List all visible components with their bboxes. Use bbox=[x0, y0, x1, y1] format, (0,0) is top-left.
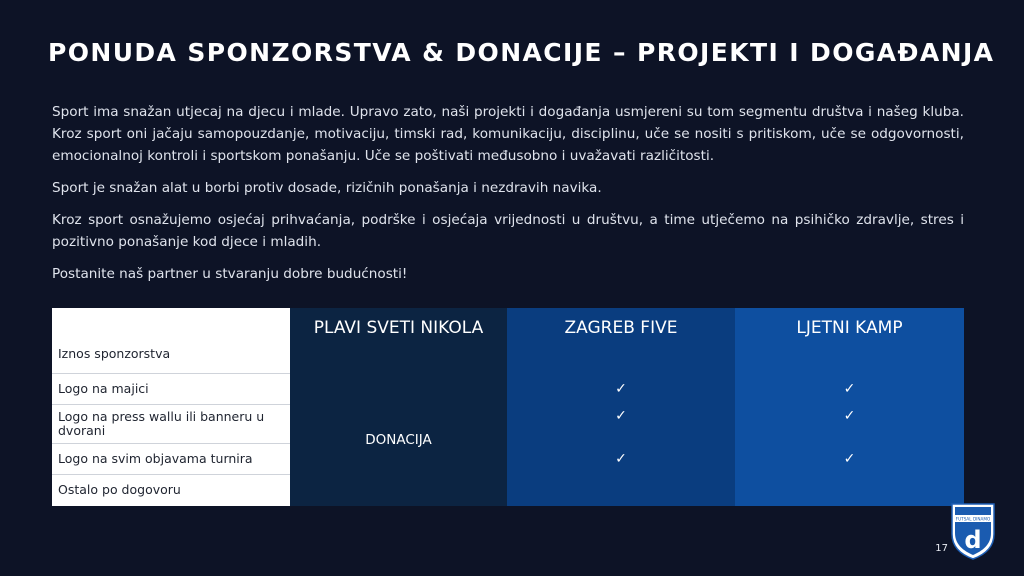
paragraph-4: Postanite naš partner u stvaranju dobre budućnosti! bbox=[52, 266, 408, 282]
checkmark-icon: ✓ bbox=[735, 373, 964, 404]
empty-cell bbox=[735, 474, 964, 506]
page-number: 17 bbox=[935, 543, 948, 554]
checkmark-icon: ✓ bbox=[507, 373, 735, 404]
sponsorship-table bbox=[52, 308, 964, 506]
table-row bbox=[52, 404, 964, 443]
column-zagreb-five: ZAGREB FIVE bbox=[507, 308, 735, 373]
table-row bbox=[52, 373, 964, 404]
row-label: Ostalo po dogovoru bbox=[52, 474, 290, 506]
slide-title: PONUDA SPONZORSTVA & DONACIJE – PROJEKTI I DOGAĐANJA bbox=[48, 38, 995, 67]
paragraph-3: Kroz sport osnažujemo osjećaj prihvaćanja, podrške i osjećaja vrijednosti u društvu, a time utječemo na psihičko zdravlje, stres i pozitivno ponašanje kod djece i mladih. bbox=[52, 212, 964, 250]
table-row bbox=[52, 443, 964, 474]
table-row bbox=[52, 474, 964, 506]
crest-letter: d bbox=[964, 526, 982, 554]
club-crest-logo bbox=[950, 502, 996, 560]
table-header-row bbox=[52, 308, 964, 373]
checkmark-icon: ✓ bbox=[507, 404, 735, 443]
checkmark-icon: ✓ bbox=[735, 404, 964, 443]
checkmark-icon: ✓ bbox=[735, 443, 964, 474]
row-label: Logo na svim objavama turnira bbox=[52, 443, 290, 474]
row-label: Logo na press wallu ili banneru u dvorani bbox=[52, 404, 290, 443]
paragraph-2: Sport je snažan alat u borbi protiv dosade, rizičnih ponašanja i nezdravih navika. bbox=[52, 180, 602, 196]
checkmark-icon: ✓ bbox=[507, 443, 735, 474]
crest-text: FUTSAL DINAMO bbox=[955, 516, 991, 522]
paragraph-1: Sport ima snažan utjecaj na djecu i mlade. Upravo zato, naši projekti i događanja usmjereni su tom segmentu društva i našeg kluba. Kroz sport oni jačaju samopouzdanje, motivaciju, timski rad, komunikaciju, disciplinu, uče se nositi s pritiskom, uče se odgovornosti, emocionalnoj kontroli i sportskom ponašanju. Uče se poštivati međusobno i uvažavati različitosti. bbox=[52, 104, 964, 164]
row-header-sponsorship-amount: Iznos sponzorstva bbox=[52, 308, 290, 373]
column-ljetni-kamp: LJETNI KAMP bbox=[735, 308, 964, 373]
intro-text bbox=[52, 101, 964, 295]
row-label: Logo na majici bbox=[52, 373, 290, 404]
plavi-sveti-nikola-donation: DONACIJA bbox=[290, 373, 507, 506]
column-plavi-sveti-nikola: PLAVI SVETI NIKOLA bbox=[290, 308, 507, 373]
empty-cell bbox=[507, 474, 735, 506]
